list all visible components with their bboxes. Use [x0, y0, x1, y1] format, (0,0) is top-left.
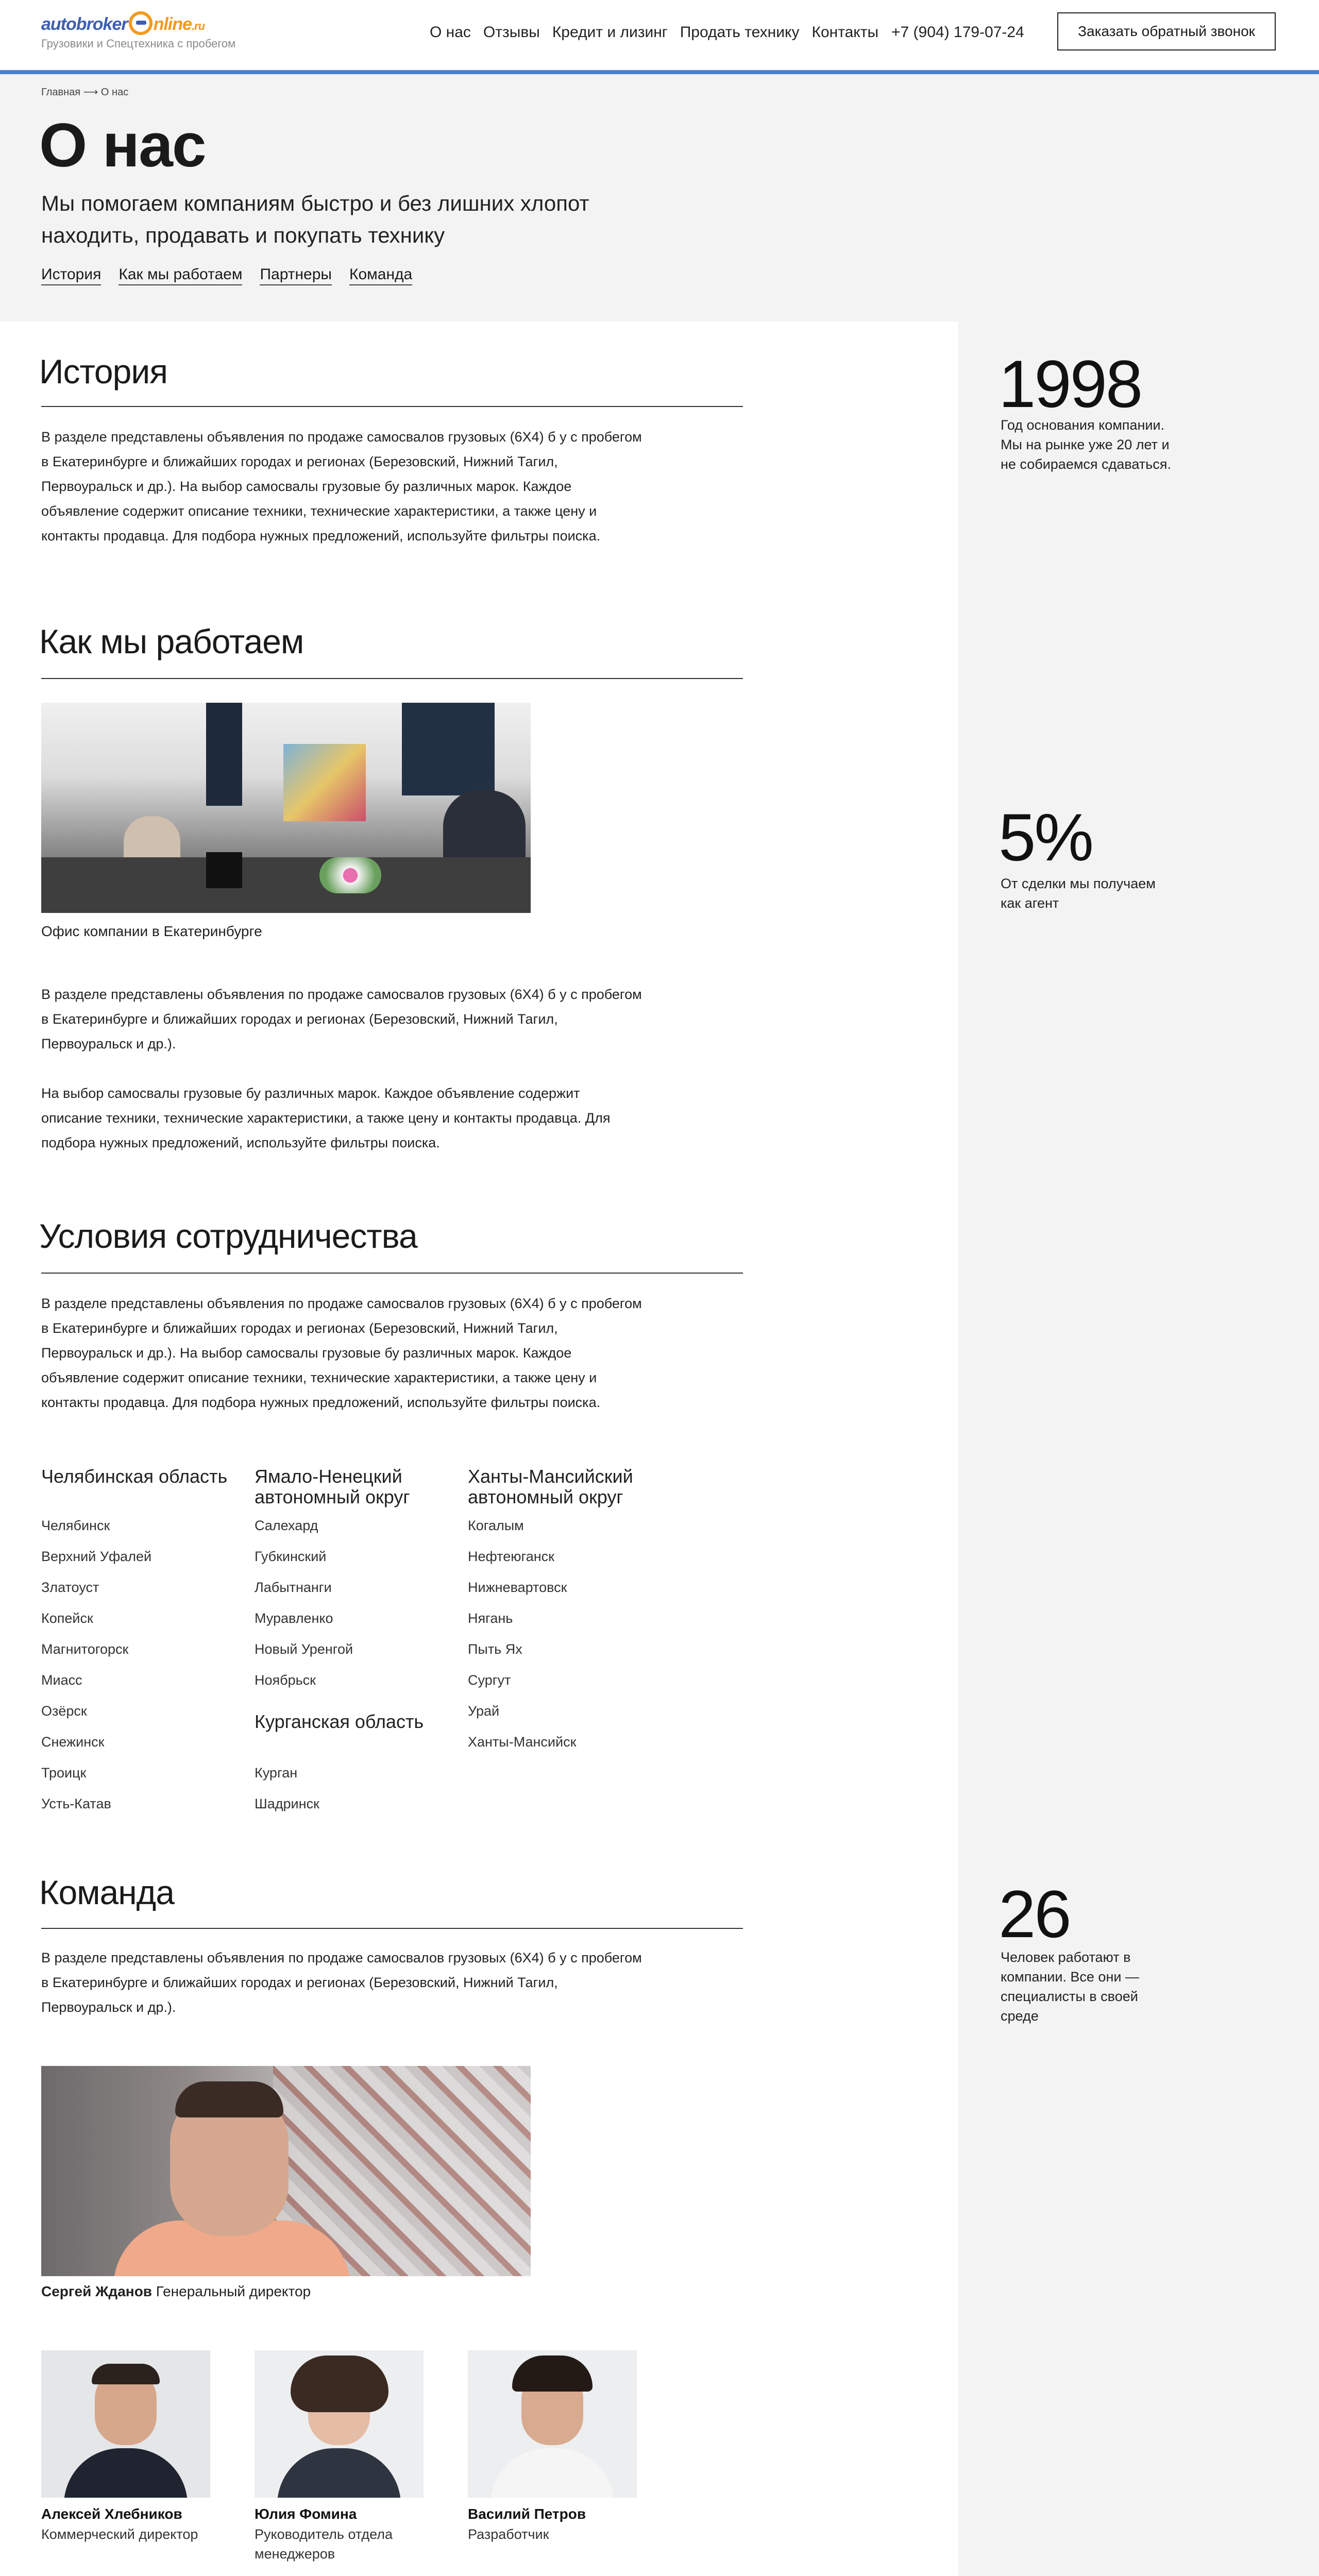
member-photo: [41, 2350, 210, 2498]
page-subtitle: Мы помогаем компаниям быстро и без лишних хлопот находить, продавать и покупать технику: [41, 191, 589, 247]
member-name: Алексей Хлебников: [41, 2506, 182, 2522]
office-photo: [41, 703, 531, 913]
how-text-2: На выбор самосвалы грузовые бу различных марок. Каждое объявление содержит описание техники, технические характеристики, а также цену и контакты продавца. Для подбора нужных предложений, используйте фильтры поиска.: [41, 1086, 611, 1150]
logo-wordmark: autobroker nline.ru: [41, 11, 235, 35]
ceo-role: Генеральный директор: [156, 2283, 311, 2299]
logo[interactable]: [41, 11, 235, 50]
member-photo: [255, 2350, 424, 2498]
stat-commission-text: От сделки мы получаем как агент: [1001, 876, 1156, 911]
city-link[interactable]: Верхний Уфалей: [41, 1549, 152, 1564]
city-link[interactable]: Салехард: [255, 1518, 318, 1533]
region-title: Челябинская область: [41, 1466, 228, 1487]
divider: [41, 406, 743, 407]
city-link[interactable]: Губкинский: [255, 1549, 327, 1564]
divider: [41, 1273, 743, 1274]
city-link[interactable]: Нижневартовск: [468, 1580, 567, 1595]
divider: [41, 1928, 743, 1929]
member-photo: [468, 2350, 637, 2498]
city-link[interactable]: Ноябрьск: [255, 1672, 316, 1688]
city-link[interactable]: Копейск: [41, 1611, 93, 1626]
region-title: Курганская область: [255, 1711, 424, 1732]
page-title: О нас: [39, 111, 206, 180]
callback-button[interactable]: Заказать обратный звонок: [1057, 12, 1276, 50]
member-name: Василий Петров: [468, 2506, 586, 2522]
anchor-how[interactable]: Как мы работаем: [119, 266, 242, 285]
city-link[interactable]: Миасс: [41, 1672, 82, 1688]
city-link[interactable]: Ханты-Мансийск: [468, 1734, 577, 1750]
history-text: В разделе представлены объявления по продаже самосвалов грузовых (6Х4) б у с пробегом в Екатеринбурге и ближайших городах и регионах (Березовский, Нижний Тагил, Первоуральск и др.). На выбор самосвалы грузовые бу различных марок. Каждое объявление содержит описание техники, технические характеристики, а также цену и контакты продавца. Для подбора нужных предложений, используйте фильтры поиска.: [41, 429, 642, 544]
section-title-history: История: [39, 352, 167, 391]
ceo-name: Сергей Жданов: [41, 2283, 153, 2299]
nav-credit[interactable]: Кредит и лизинг: [552, 24, 668, 41]
ceo-photo: [41, 2066, 531, 2276]
nav-about[interactable]: О нас: [430, 24, 471, 41]
city-link[interactable]: Нефтеюганск: [468, 1549, 554, 1564]
breadcrumb[interactable]: Главная ⟶ О нас: [41, 87, 129, 98]
stat-founded-value: 1998: [999, 346, 1142, 421]
city-link[interactable]: Пыть Ях: [468, 1641, 522, 1657]
nav-contacts[interactable]: Контакты: [811, 24, 879, 41]
stat-team-text: Человек работают в компании. Все они — специалисты в своей среде: [1001, 1950, 1139, 2024]
stats-sidebar: [958, 321, 1319, 2576]
region-title: Ямало-Ненецкий автономный округ: [255, 1466, 410, 1507]
city-link[interactable]: Новый Уренгой: [255, 1641, 353, 1657]
city-link[interactable]: Муравленко: [255, 1611, 333, 1626]
nav-reviews[interactable]: Отзывы: [483, 24, 540, 41]
how-text-1: В разделе представлены объявления по продаже самосвалов грузовых (6Х4) б у с пробегом в Екатеринбурге и ближайших городах и регионах (Березовский, Нижний Тагил, Первоуральск и др.).: [41, 987, 642, 1052]
section-title-team: Команда: [39, 1873, 174, 1911]
city-link[interactable]: Сургут: [468, 1672, 511, 1688]
stat-commission-value: 5%: [999, 800, 1092, 875]
city-link[interactable]: Златоуст: [41, 1580, 99, 1595]
city-link[interactable]: Когалым: [468, 1518, 524, 1533]
section-title-terms: Условия сотрудничества: [39, 1217, 417, 1255]
section-anchors: [41, 266, 412, 285]
region-title: Ханты-Мансийский автономный округ: [468, 1466, 633, 1507]
phone-link[interactable]: +7 (904) 179-07-24: [891, 24, 1024, 41]
city-link[interactable]: Озёрск: [41, 1703, 87, 1719]
top-nav: [430, 24, 878, 41]
terms-text: В разделе представлены объявления по продаже самосвалов грузовых (6Х4) б у с пробегом в Екатеринбурге и ближайших городах и регионах (Березовский, Нижний Тагил, Первоуральск и др.). На выбор самосвалы грузовые бу различных марок. Каждое объявление содержит описание техники, технические характеристики, а также цену и контакты продавца. Для подбора нужных предложений, используйте фильтры поиска.: [41, 1296, 642, 1410]
member-role: Разработчик: [468, 2527, 549, 2542]
anchor-team[interactable]: Команда: [349, 266, 412, 285]
stat-founded-text: Год основания компании. Мы на рынке уже 20 лет и не собираемся сдаваться.: [1001, 417, 1171, 472]
member-role: Коммерческий директор: [41, 2527, 198, 2542]
ceo-caption: [41, 2283, 311, 2300]
city-link[interactable]: Челябинск: [41, 1518, 110, 1533]
city-link[interactable]: Троицк: [41, 1765, 87, 1781]
city-link[interactable]: Лабытнанги: [255, 1580, 332, 1595]
site-header: [0, 0, 1319, 74]
city-link[interactable]: Усть-Катав: [41, 1796, 111, 1811]
logo-tagline: Грузовики и Спецтехника с пробегом: [41, 37, 236, 50]
city-link[interactable]: Нягань: [468, 1611, 513, 1626]
anchor-history[interactable]: История: [41, 266, 101, 285]
member-name: Юлия Фомина: [255, 2506, 357, 2522]
team-text: В разделе представлены объявления по продаже самосвалов грузовых (6Х4) б у с пробегом в Екатеринбурге и ближайших городах и регионах (Березовский, Нижний Тагил, Первоуральск и др.).: [41, 1950, 642, 2015]
office-photo-caption: Офис компании в Екатеринбурге: [41, 923, 262, 939]
divider: [41, 678, 743, 679]
city-link[interactable]: Магнитогорск: [41, 1641, 129, 1657]
logo-ring-icon: [129, 11, 153, 35]
member-role: Руководитель отдела менеджеров: [255, 2527, 393, 2562]
city-link[interactable]: Урай: [468, 1703, 500, 1719]
city-link[interactable]: Курган: [255, 1765, 298, 1781]
nav-sell[interactable]: Продать технику: [680, 24, 800, 41]
stat-team-value: 26: [999, 1876, 1070, 1952]
section-title-how: Как мы работаем: [39, 622, 304, 660]
anchor-partners[interactable]: Партнеры: [260, 266, 332, 285]
city-link[interactable]: Снежинск: [41, 1734, 105, 1750]
city-link[interactable]: Шадринск: [255, 1796, 319, 1811]
